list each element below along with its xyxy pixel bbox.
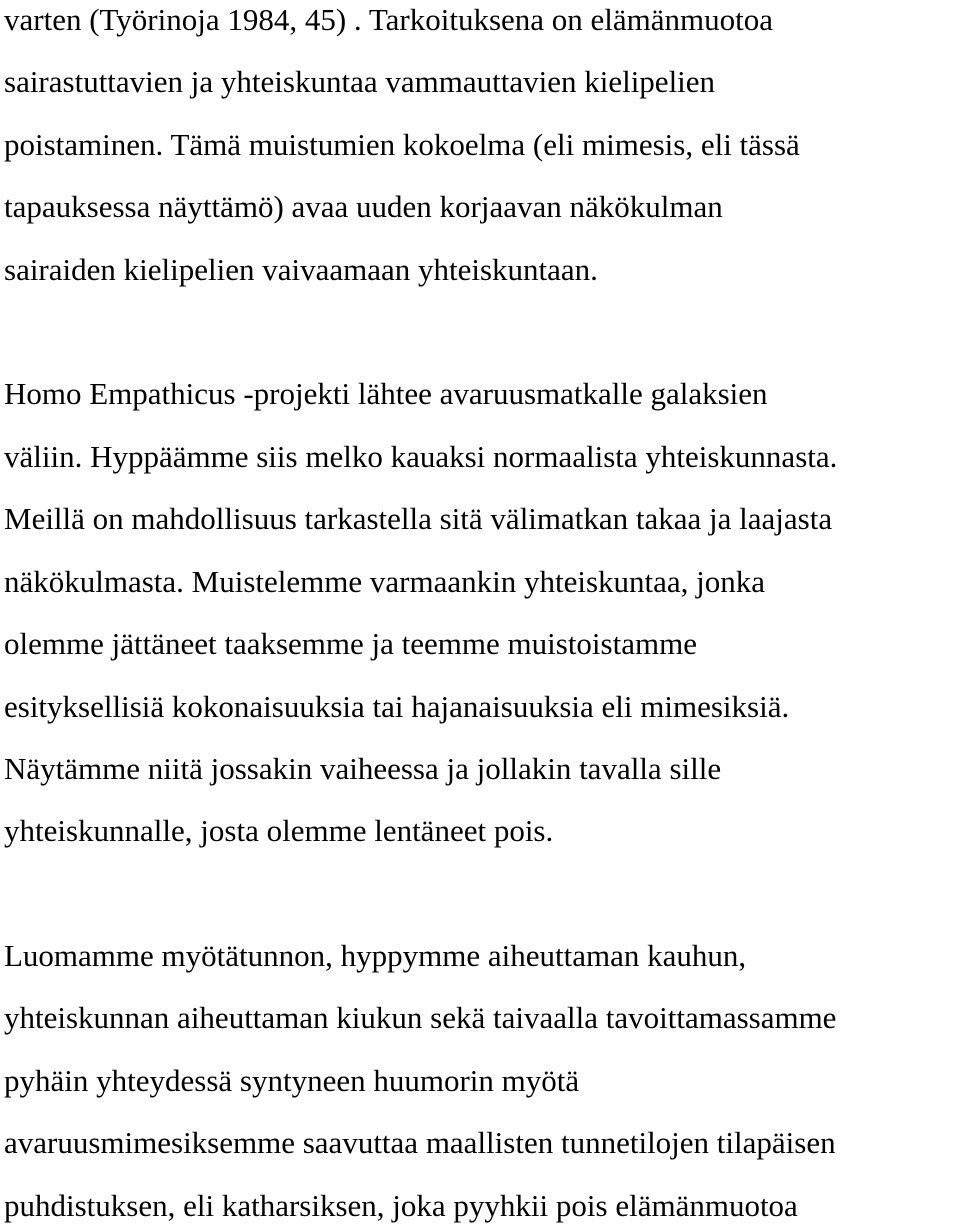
text-line: näkökulmasta. Muistelemme varmaankin yhteiskuntaa, jonka xyxy=(4,564,766,599)
text-line: sairastuttavien ja yhteiskuntaa vammauttavien kielipelien xyxy=(4,64,716,99)
text-line: Homo Empathicus -projekti lähtee avaruusmatkalle galaksien xyxy=(4,376,768,411)
text-line: pyhäin yhteydessä syntyneen huumorin myötä xyxy=(4,1063,580,1098)
text-line: yhteiskunnan aiheuttaman kiukun sekä taivaalla tavoittamassamme xyxy=(4,1000,837,1035)
text-line: Luomamme myötätunnon, hyppymme aiheuttaman kauhun, xyxy=(4,938,747,973)
text-line: varten (Työrinoja 1984, 45) . Tarkoituksena on elämänmuotoa xyxy=(4,2,774,37)
text-line: väliin. Hyppäämme siis melko kauaksi normaalista yhteiskunnasta. xyxy=(4,439,838,474)
text-line: yhteiskunnalle, josta olemme lentäneet pois. xyxy=(4,813,554,848)
text-line: Näytämme niitä jossakin vaiheessa ja jollakin tavalla sille xyxy=(4,751,722,786)
text-line: avaruusmimesiksemme saavuttaa maallisten tunnetilojen tilapäisen xyxy=(4,1125,836,1160)
text-line: sairaiden kielipelien vaivaamaan yhteiskuntaan. xyxy=(4,252,598,287)
text-line: olemme jättäneet taaksemme ja teemme muistoistamme xyxy=(4,626,697,661)
text-line: Meillä on mahdollisuus tarkastella sitä välimatkan takaa ja laajasta xyxy=(4,501,833,536)
text-line: puhdistuksen, eli katharsiksen, joka pyyhkii pois elämänmuotoa xyxy=(4,1188,798,1223)
text-line: poistaminen. Tämä muistumien kokoelma (eli mimesis, eli tässä xyxy=(4,127,800,162)
text-line: esityksellisiä kokonaisuuksia tai hajanaisuuksia eli mimesiksiä. xyxy=(4,689,790,724)
text-line: tapauksessa näyttämö) avaa uuden korjaavan näkökulman xyxy=(4,189,723,224)
